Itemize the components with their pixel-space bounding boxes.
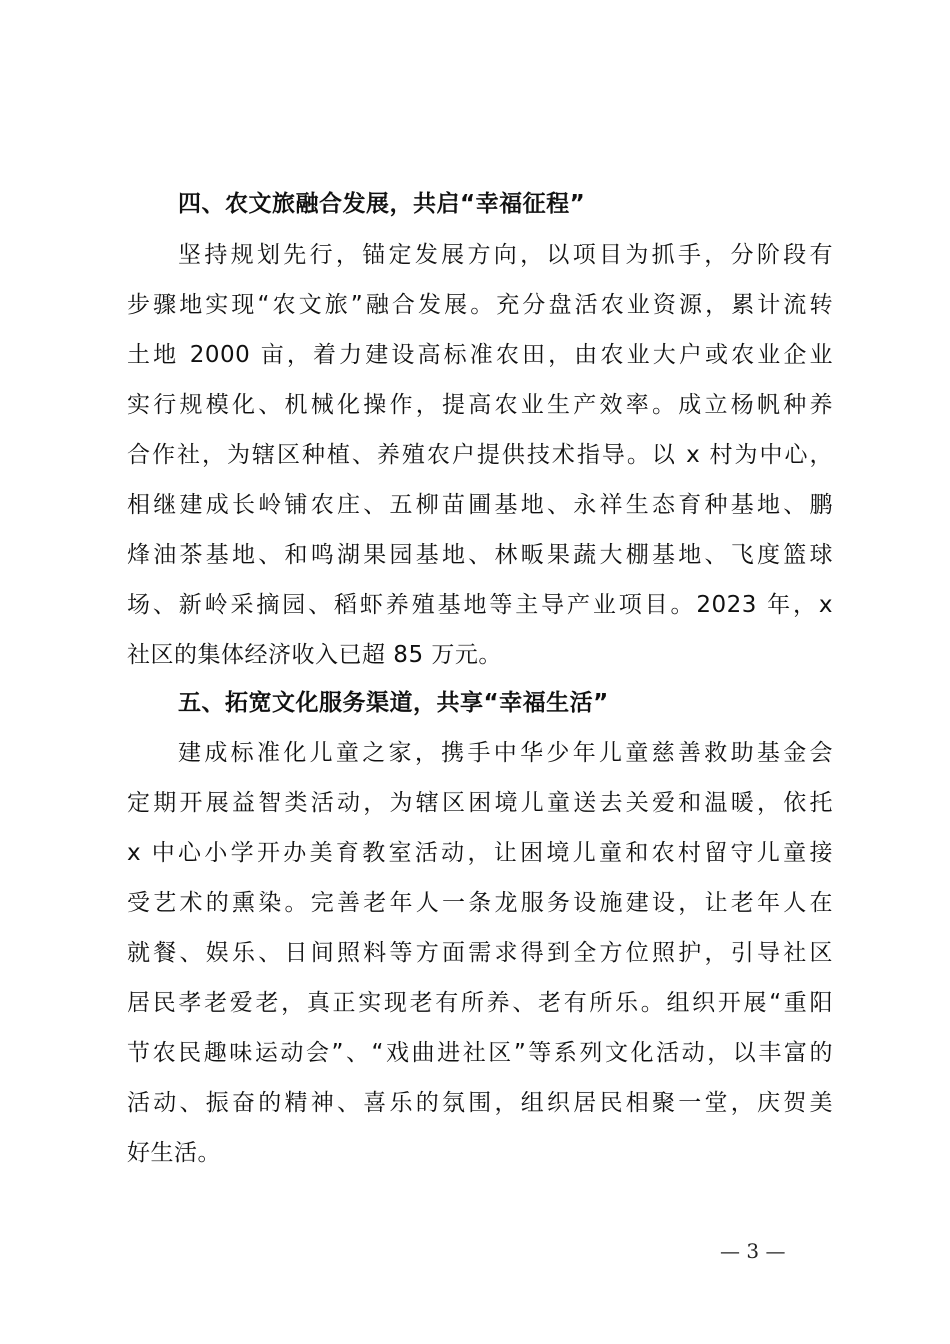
paragraph-line: 好生活。 [127,1140,221,1166]
paragraph-line: 土地 2000 亩，着力建设高标准农田，由农业大户或农业企业 [127,342,833,368]
section-heading-5: 五、拓宽文化服务渠道，共享“幸福生活” [178,690,609,716]
paragraph-line: 社区的集体经济收入已超 85 万元。 [127,642,502,668]
paragraph-line: 建成标准化儿童之家，携手中华少年儿童慈善救助基金会 [178,740,833,766]
paragraph-line: 步骤地实现“农文旅”融合发展。充分盘活农业资源，累计流转 [127,292,833,318]
paragraph-line: 烽油茶基地、和鸣湖果园基地、林畈果蔬大棚基地、飞度篮球 [127,542,833,568]
page-number: — 3 — [720,1239,786,1263]
paragraph-line: x 中心小学开办美育教室活动，让困境儿童和农村留守儿童接 [127,840,833,866]
paragraph-line: 相继建成长岭铺农庄、五柳苗圃基地、永祥生态育种基地、鹏 [127,492,833,518]
paragraph-line: 合作社，为辖区种植、养殖农户提供技术指导。以 x 村为中心， [127,442,833,468]
paragraph-line: 活动、振奋的精神、喜乐的氛围，组织居民相聚一堂，庆贺美 [127,1090,833,1116]
paragraph-line: 节农民趣味运动会”、“戏曲进社区”等系列文化活动，以丰富的 [127,1040,833,1066]
paragraph-line: 场、新岭采摘园、稻虾养殖基地等主导产业项目。2023 年，x [127,592,833,618]
paragraph-line: 定期开展益智类活动，为辖区困境儿童送去关爱和温暖，依托 [127,790,833,816]
section-heading-4: 四、农文旅融合发展，共启“幸福征程” [178,191,586,217]
paragraph-line: 居民孝老爱老，真正实现老有所养、老有所乐。组织开展“重阳 [127,990,833,1016]
paragraph-line: 受艺术的熏染。完善老年人一条龙服务设施建设，让老年人在 [127,890,833,916]
paragraph-line: 实行规模化、机械化操作，提高农业生产效率。成立杨帆种养 [127,392,833,418]
paragraph-line: 坚持规划先行，锚定发展方向，以项目为抓手，分阶段有 [178,242,833,268]
paragraph-line: 就餐、娱乐、日间照料等方面需求得到全方位照护，引导社区 [127,940,833,966]
